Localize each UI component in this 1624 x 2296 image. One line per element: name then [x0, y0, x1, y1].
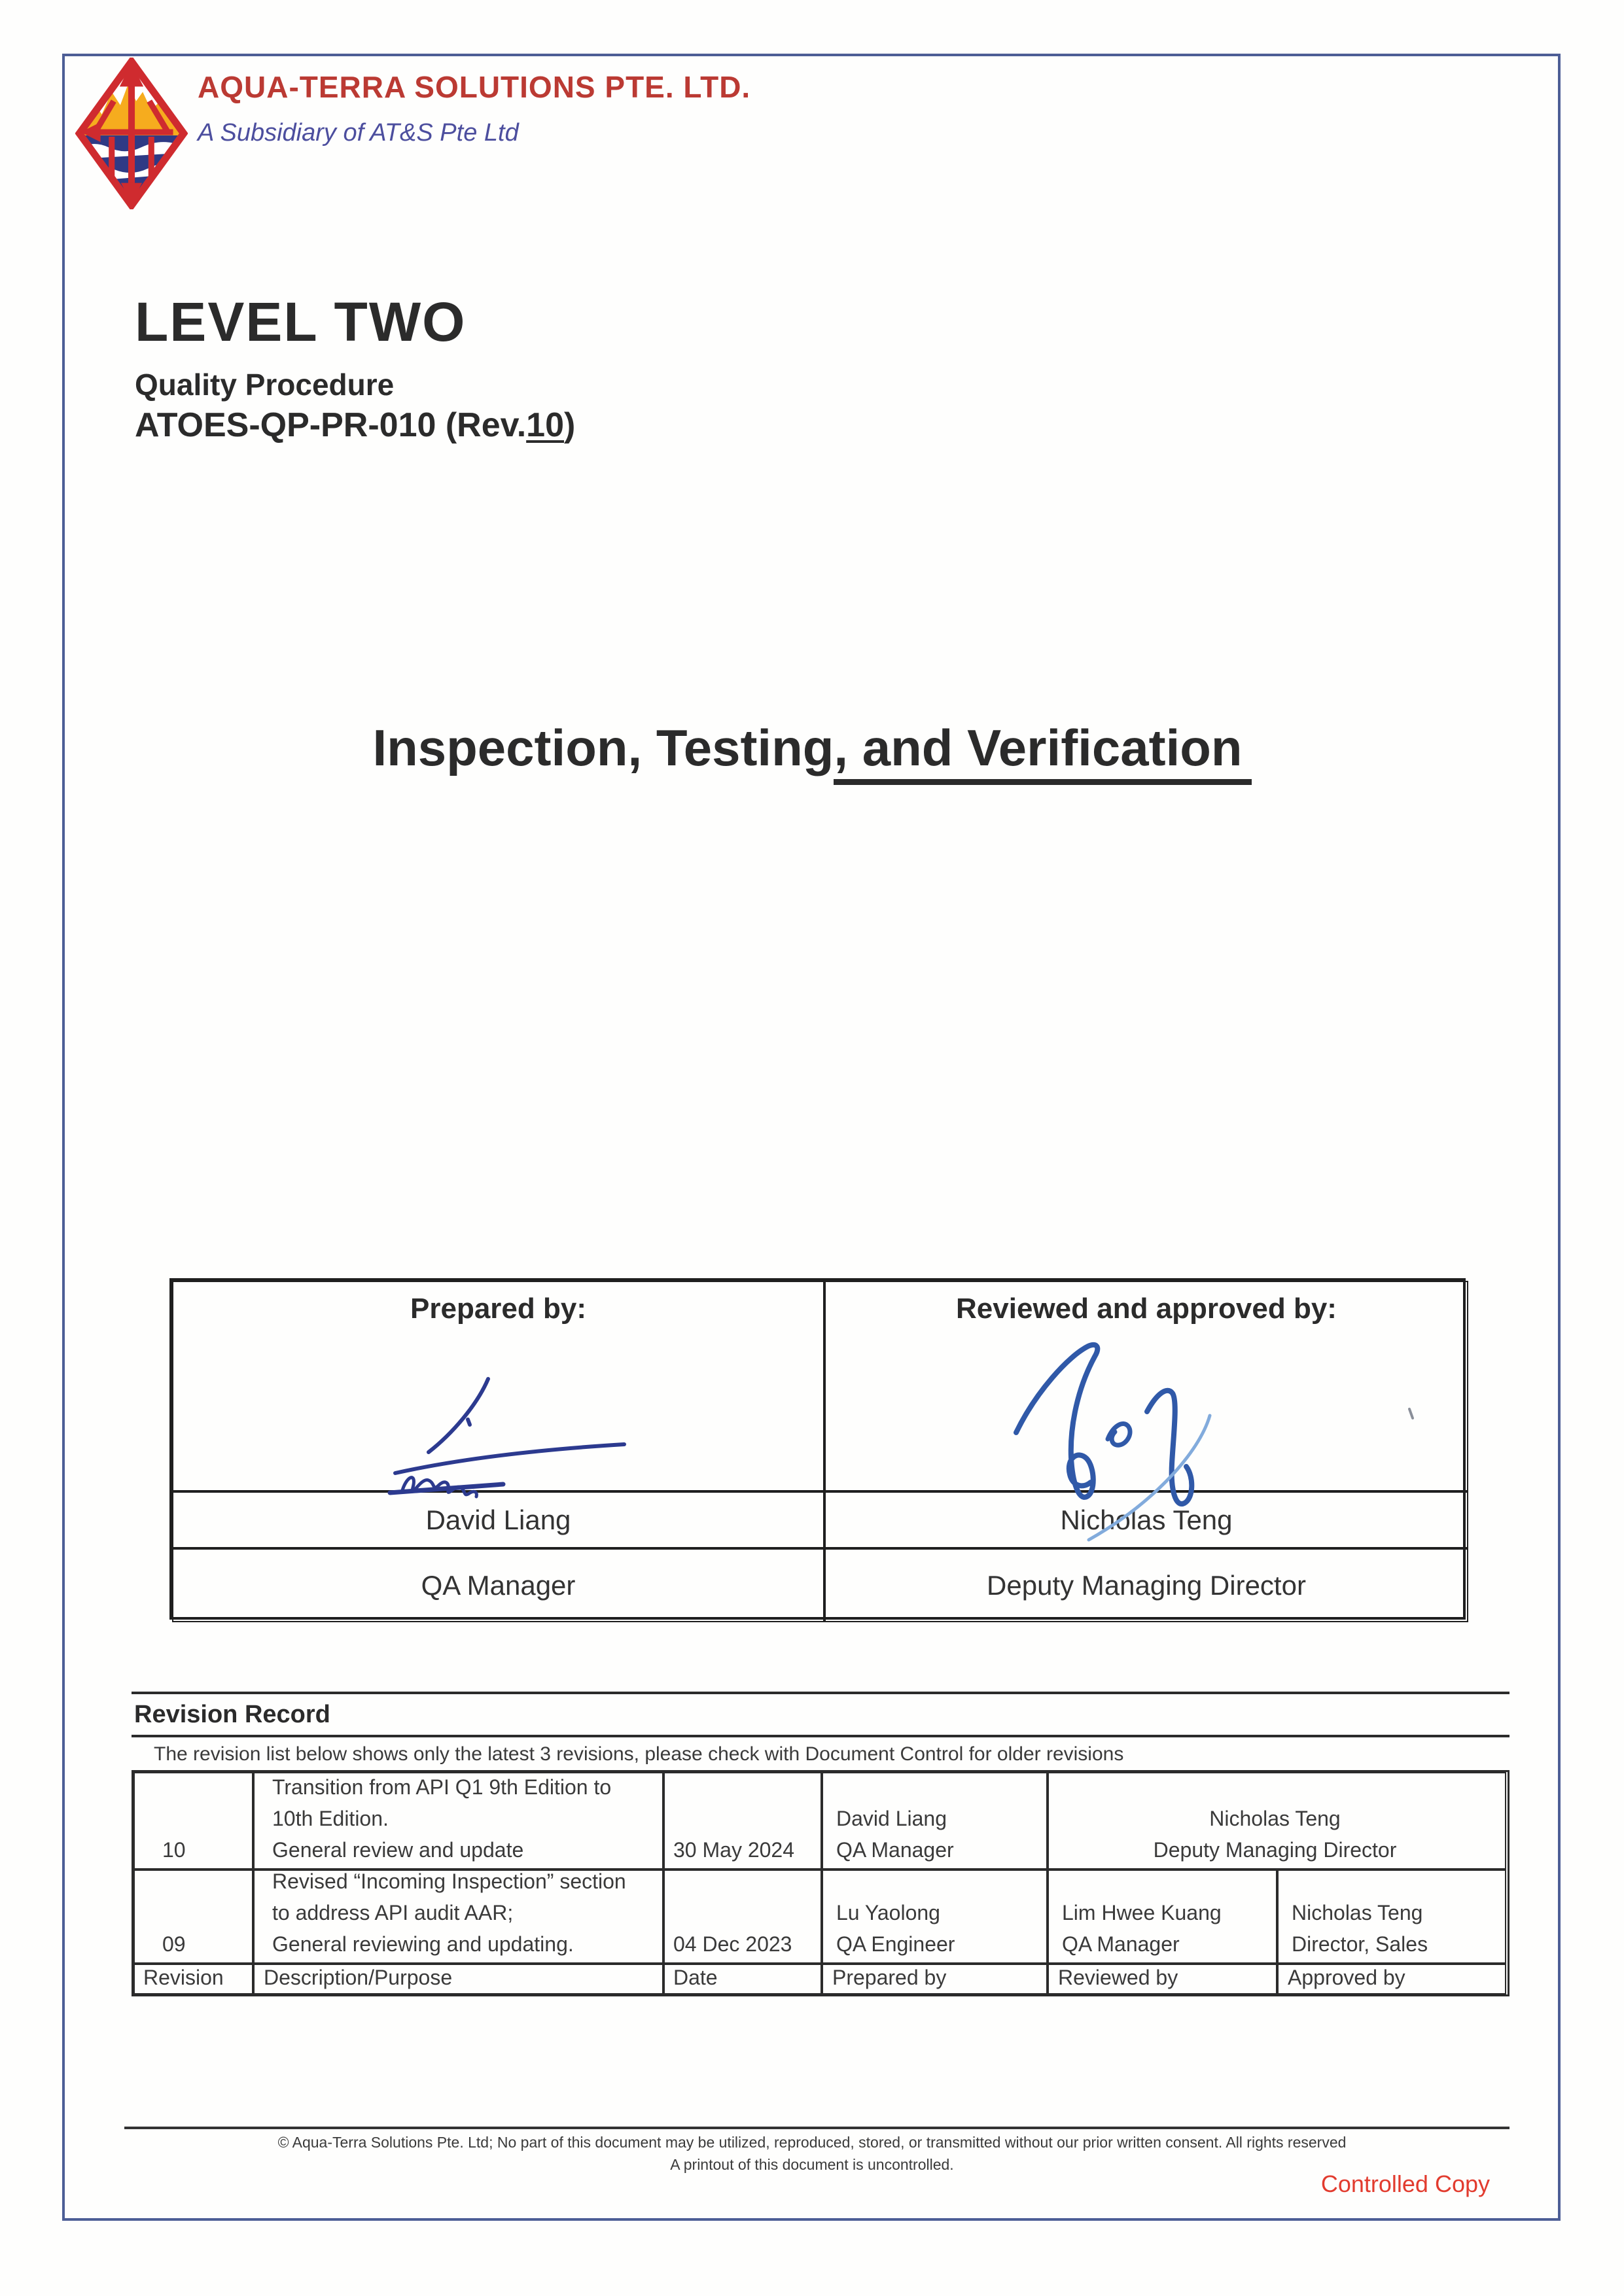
company-name: AQUA-TERRA SOLUTIONS PTE. LTD.: [198, 70, 751, 104]
approval-table: [169, 1278, 1466, 1620]
prepared-role-cell: [172, 1548, 824, 1622]
prepared-role: QA Manager: [421, 1569, 576, 1601]
revision-record-note: The revision list below shows only the latest 3 revisions, please check with Document Control for older revisions: [154, 1743, 1124, 1765]
prepared-by-role: QA Engineer: [836, 1932, 955, 1956]
page-title: [0, 718, 1624, 778]
description-line: General reviewing and updating.: [272, 1932, 574, 1956]
revision-rule-top: [132, 1692, 1509, 1694]
prepared-by-name: David Liang: [836, 1807, 947, 1830]
doc-number: [135, 404, 575, 446]
revision-prepared-cell: [822, 1870, 1048, 1964]
description-line: to address API audit AAR;: [272, 1901, 514, 1924]
revision-description-cell: [253, 1870, 663, 1964]
company-logo-icon: [75, 58, 188, 209]
prepared-by-role: QA Manager: [836, 1838, 954, 1862]
column-header-revision: Revision: [133, 1964, 253, 1994]
reviewed-approved-header: Reviewed and approved by:: [956, 1293, 1337, 1325]
prepared-name-cell: [172, 1491, 824, 1548]
revision-number-cell: [133, 1772, 253, 1870]
column-header-approved: Approved by: [1277, 1964, 1506, 1994]
revision-number-cell: [133, 1870, 253, 1964]
description-line: 10th Edition.: [272, 1807, 389, 1830]
approved-by-role: Deputy Managing Director: [1153, 1838, 1397, 1862]
column-header-date: Date: [663, 1964, 822, 1994]
prepared-by-name: Lu Yaolong: [836, 1901, 940, 1924]
revision-rule-bottom: [132, 1735, 1509, 1737]
page-title-plain: Inspection, Testing: [372, 719, 834, 776]
prepared-by-header: Prepared by:: [410, 1293, 586, 1325]
revision-table: [132, 1770, 1509, 1996]
prepared-by-cell: [172, 1281, 824, 1491]
page-title-underlined: , and Verification: [834, 719, 1251, 785]
doc-type: Quality Procedure: [135, 368, 395, 402]
company-tagline: A Subsidiary of AT&S Pte Ltd: [198, 119, 519, 147]
doc-level: LEVEL TWO: [135, 291, 467, 353]
approved-by-name: Nicholas Teng: [1209, 1807, 1341, 1830]
reviewed-by-name: Lim Hwee Kuang: [1062, 1901, 1222, 1924]
revision-number: 10: [162, 1838, 186, 1862]
doc-number-suffix: ): [564, 406, 576, 444]
approver-name-cell: [824, 1491, 1468, 1548]
doc-number-prefix: ATOES-QP-PR-010 (Rev.: [135, 406, 527, 444]
description-line: Transition from API Q1 9th Edition to: [272, 1775, 612, 1799]
revision-approved-cell: [1277, 1870, 1506, 1964]
reviewed-approved-cell: [824, 1281, 1468, 1491]
description-line: Revised “Incoming Inspection” section: [272, 1870, 626, 1893]
column-header-description: Description/Purpose: [253, 1964, 663, 1994]
revision-date-cell: [663, 1870, 822, 1964]
revision-date: 30 May 2024: [673, 1838, 795, 1862]
doc-revision: 10: [526, 406, 564, 444]
column-header-reviewed: Reviewed by: [1048, 1964, 1277, 1994]
description-line: General review and update: [272, 1838, 524, 1862]
approved-by-name: Nicholas Teng: [1292, 1901, 1423, 1924]
revision-date: 04 Dec 2023: [673, 1932, 792, 1956]
reviewed-by-role: QA Manager: [1062, 1932, 1180, 1956]
revision-date-cell: [663, 1772, 822, 1870]
revision-number: 09: [162, 1932, 186, 1956]
footer-uncontrolled-note: A printout of this document is uncontrolled.: [670, 2156, 954, 2173]
document-info-block: [135, 291, 576, 446]
revision-prepared-cell: [822, 1772, 1048, 1870]
controlled-copy-stamp: Controlled Copy: [1320, 2170, 1490, 2197]
revision-reviewed-cell: [1048, 1870, 1277, 1964]
column-header-prepared: Prepared by: [822, 1964, 1048, 1994]
revision-description-cell: [253, 1772, 663, 1870]
footer-copyright: © Aqua-Terra Solutions Pte. Ltd; No part of this document may be utilized, reproduced, stored, or transmitted without our prior written consent. All rights reserved: [277, 2134, 1347, 2151]
approver-name: Nicholas Teng: [1060, 1504, 1233, 1535]
revision-reviewed-approved-cell: [1048, 1772, 1506, 1870]
revision-record-heading: Revision Record: [134, 1701, 330, 1728]
footer-rule: [124, 2127, 1509, 2129]
approver-role: Deputy Managing Director: [987, 1569, 1306, 1601]
prepared-name: David Liang: [425, 1504, 571, 1535]
approver-role-cell: [824, 1548, 1468, 1622]
approved-by-role: Director, Sales: [1292, 1932, 1428, 1956]
